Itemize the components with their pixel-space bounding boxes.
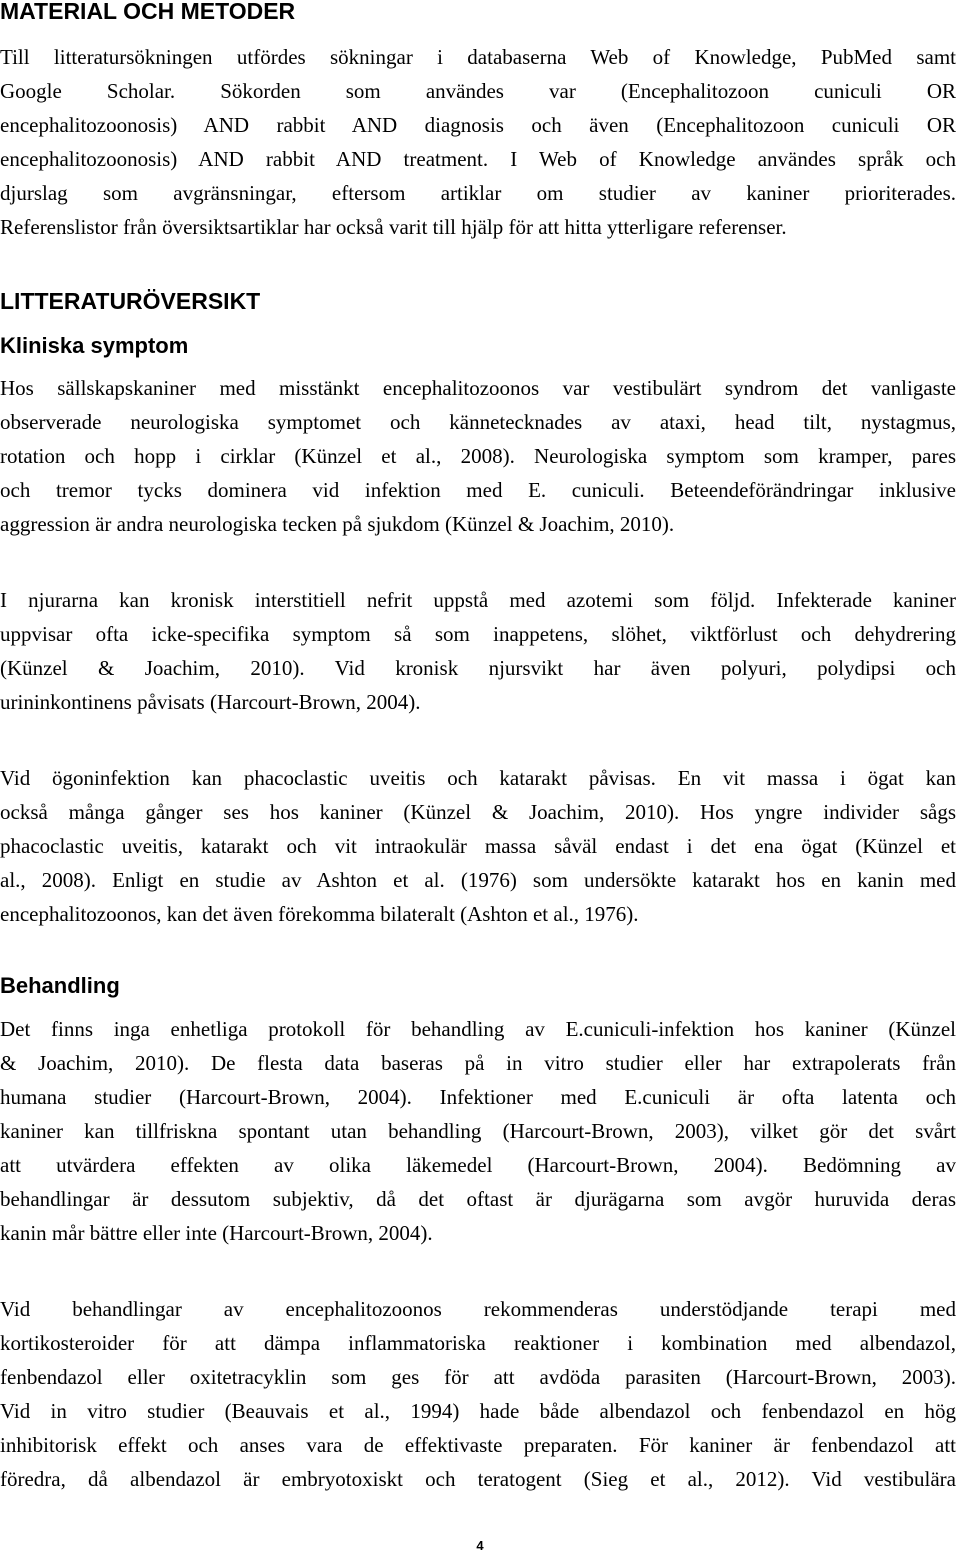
text-line: kortikosteroider för att dämpa inflammatoriska reaktioner i kombination med albendazol, [0, 1331, 956, 1355]
text-line: observerade neurologiska symptomet och kännetecknades av ataxi, head tilt, nystagmus, [0, 410, 956, 434]
treatment-paragraph-2 [0, 1292, 956, 1496]
text-line: och tremor tycks dominera vid infektion med E. cuniculi. Beteendeförändringar inklusive [0, 478, 956, 502]
text-line: phacoclastic uveitis, katarakt och vit intraokulär massa såväl endast i det ena ögat (Künzel et [0, 834, 956, 858]
text-line: Det finns inga enhetliga protokoll för behandling av E.cuniculi-infektion hos kaniner (Künzel [0, 1017, 956, 1041]
text-line: encephalitozoonosis) AND rabbit AND diagnosis och även (Encephalitozoon cuniculi OR [0, 113, 956, 137]
methods-paragraph [0, 40, 956, 244]
text-line: Vid behandlingar av encephalitozoonos rekommenderas understödjande terapi med [0, 1297, 956, 1321]
text-line: al., 2008). Enligt en studie av Ashton et al. (1976) som undersökte katarakt hos en kanin med [0, 868, 956, 892]
text-line: & Joachim, 2010). De flesta data baseras på in vitro studier eller har extrapolerats från [0, 1051, 956, 1075]
treatment-paragraph-1 [0, 1012, 956, 1250]
clinical-symptoms-heading: Kliniska symptom [0, 333, 189, 358]
text-line: encephalitozoonos, kan det även förekomma bilateralt (Ashton et al., 1976). [0, 902, 639, 926]
clinical-paragraph-2 [0, 583, 956, 719]
text-line: djurslag som avgränsningar, eftersom artiklar om studier av kaniner prioriterades. [0, 181, 956, 205]
text-line: humana studier (Harcourt-Brown, 2004). Infektioner med E.cuniculi är ofta latenta och [0, 1085, 956, 1109]
text-line: föredra, då albendazol är embryotoxiskt och teratogent (Sieg et al., 2012). Vid vestibulära [0, 1467, 956, 1491]
text-line: Till litteratursökningen utfördes sökningar i databaserna Web of Knowledge, PubMed samt [0, 45, 956, 69]
methods-heading: MATERIAL OCH METODER [0, 0, 296, 24]
text-line: inhibitorisk effekt och anses vara de effektivaste preparaten. För kaniner är fenbendazol att [0, 1433, 956, 1457]
text-line: kaniner kan tillfriskna spontant utan behandling (Harcourt-Brown, 2003), vilket gör det svårt [0, 1119, 956, 1143]
text-line: också många gånger ses hos kaniner (Künzel & Joachim, 2010). Hos yngre individer sågs [0, 800, 956, 824]
text-line: I njurarna kan kronisk interstitiell nefrit uppstå med azotemi som följd. Infekterade kaniner [0, 588, 956, 612]
page-number: 4 [476, 1538, 484, 1553]
text-line: Vid ögoninfektion kan phacoclastic uveitis och katarakt påvisas. En vit massa i ögat kan [0, 766, 956, 790]
text-line: kanin mår bättre eller inte (Harcourt-Brown, 2004). [0, 1221, 433, 1245]
text-line: (Künzel & Joachim, 2010). Vid kronisk njursvikt har även polyuri, polydipsi och [0, 656, 956, 680]
text-line: Referenslistor från översiktsartiklar har också varit till hjälp för att hitta ytterligare referenser. [0, 215, 787, 239]
text-line: behandlingar är dessutom subjektiv, då det oftast är djurägarna som avgör huruvida deras [0, 1187, 956, 1211]
text-line: encephalitozoonosis) AND rabbit AND treatment. I Web of Knowledge användes språk och [0, 147, 956, 171]
text-line: Hos sällskapskaniner med misstänkt encephalitozoonos var vestibulärt syndrom det vanligaste [0, 376, 956, 400]
text-line: fenbendazol eller oxitetracyklin som ges för att avdöda parasiten (Harcourt-Brown, 2003). [0, 1365, 956, 1389]
text-line: Vid in vitro studier (Beauvais et al., 1994) hade både albendazol och fenbendazol en hög [0, 1399, 956, 1423]
text-line: Google Scholar. Sökorden som användes var (Encephalitozoon cuniculi OR [0, 79, 956, 103]
text-line: aggression är andra neurologiska tecken på sjukdom (Künzel & Joachim, 2010). [0, 512, 675, 536]
text-line: att utvärdera effekten av olika läkemedel (Harcourt-Brown, 2004). Bedömning av [0, 1153, 956, 1177]
clinical-paragraph-1 [0, 371, 956, 541]
text-line: urininkontinens påvisats (Harcourt-Brown, 2004). [0, 690, 421, 714]
treatment-heading: Behandling [0, 973, 120, 998]
text-line: uppvisar ofta icke-specifika symptom så som inappetens, slöhet, viktförlust och dehydrering [0, 622, 956, 646]
review-heading: LITTERATURÖVERSIKT [0, 288, 261, 314]
text-line: rotation och hopp i cirklar (Künzel et al., 2008). Neurologiska symptom som kramper, pares [0, 444, 956, 468]
clinical-paragraph-3 [0, 761, 956, 931]
